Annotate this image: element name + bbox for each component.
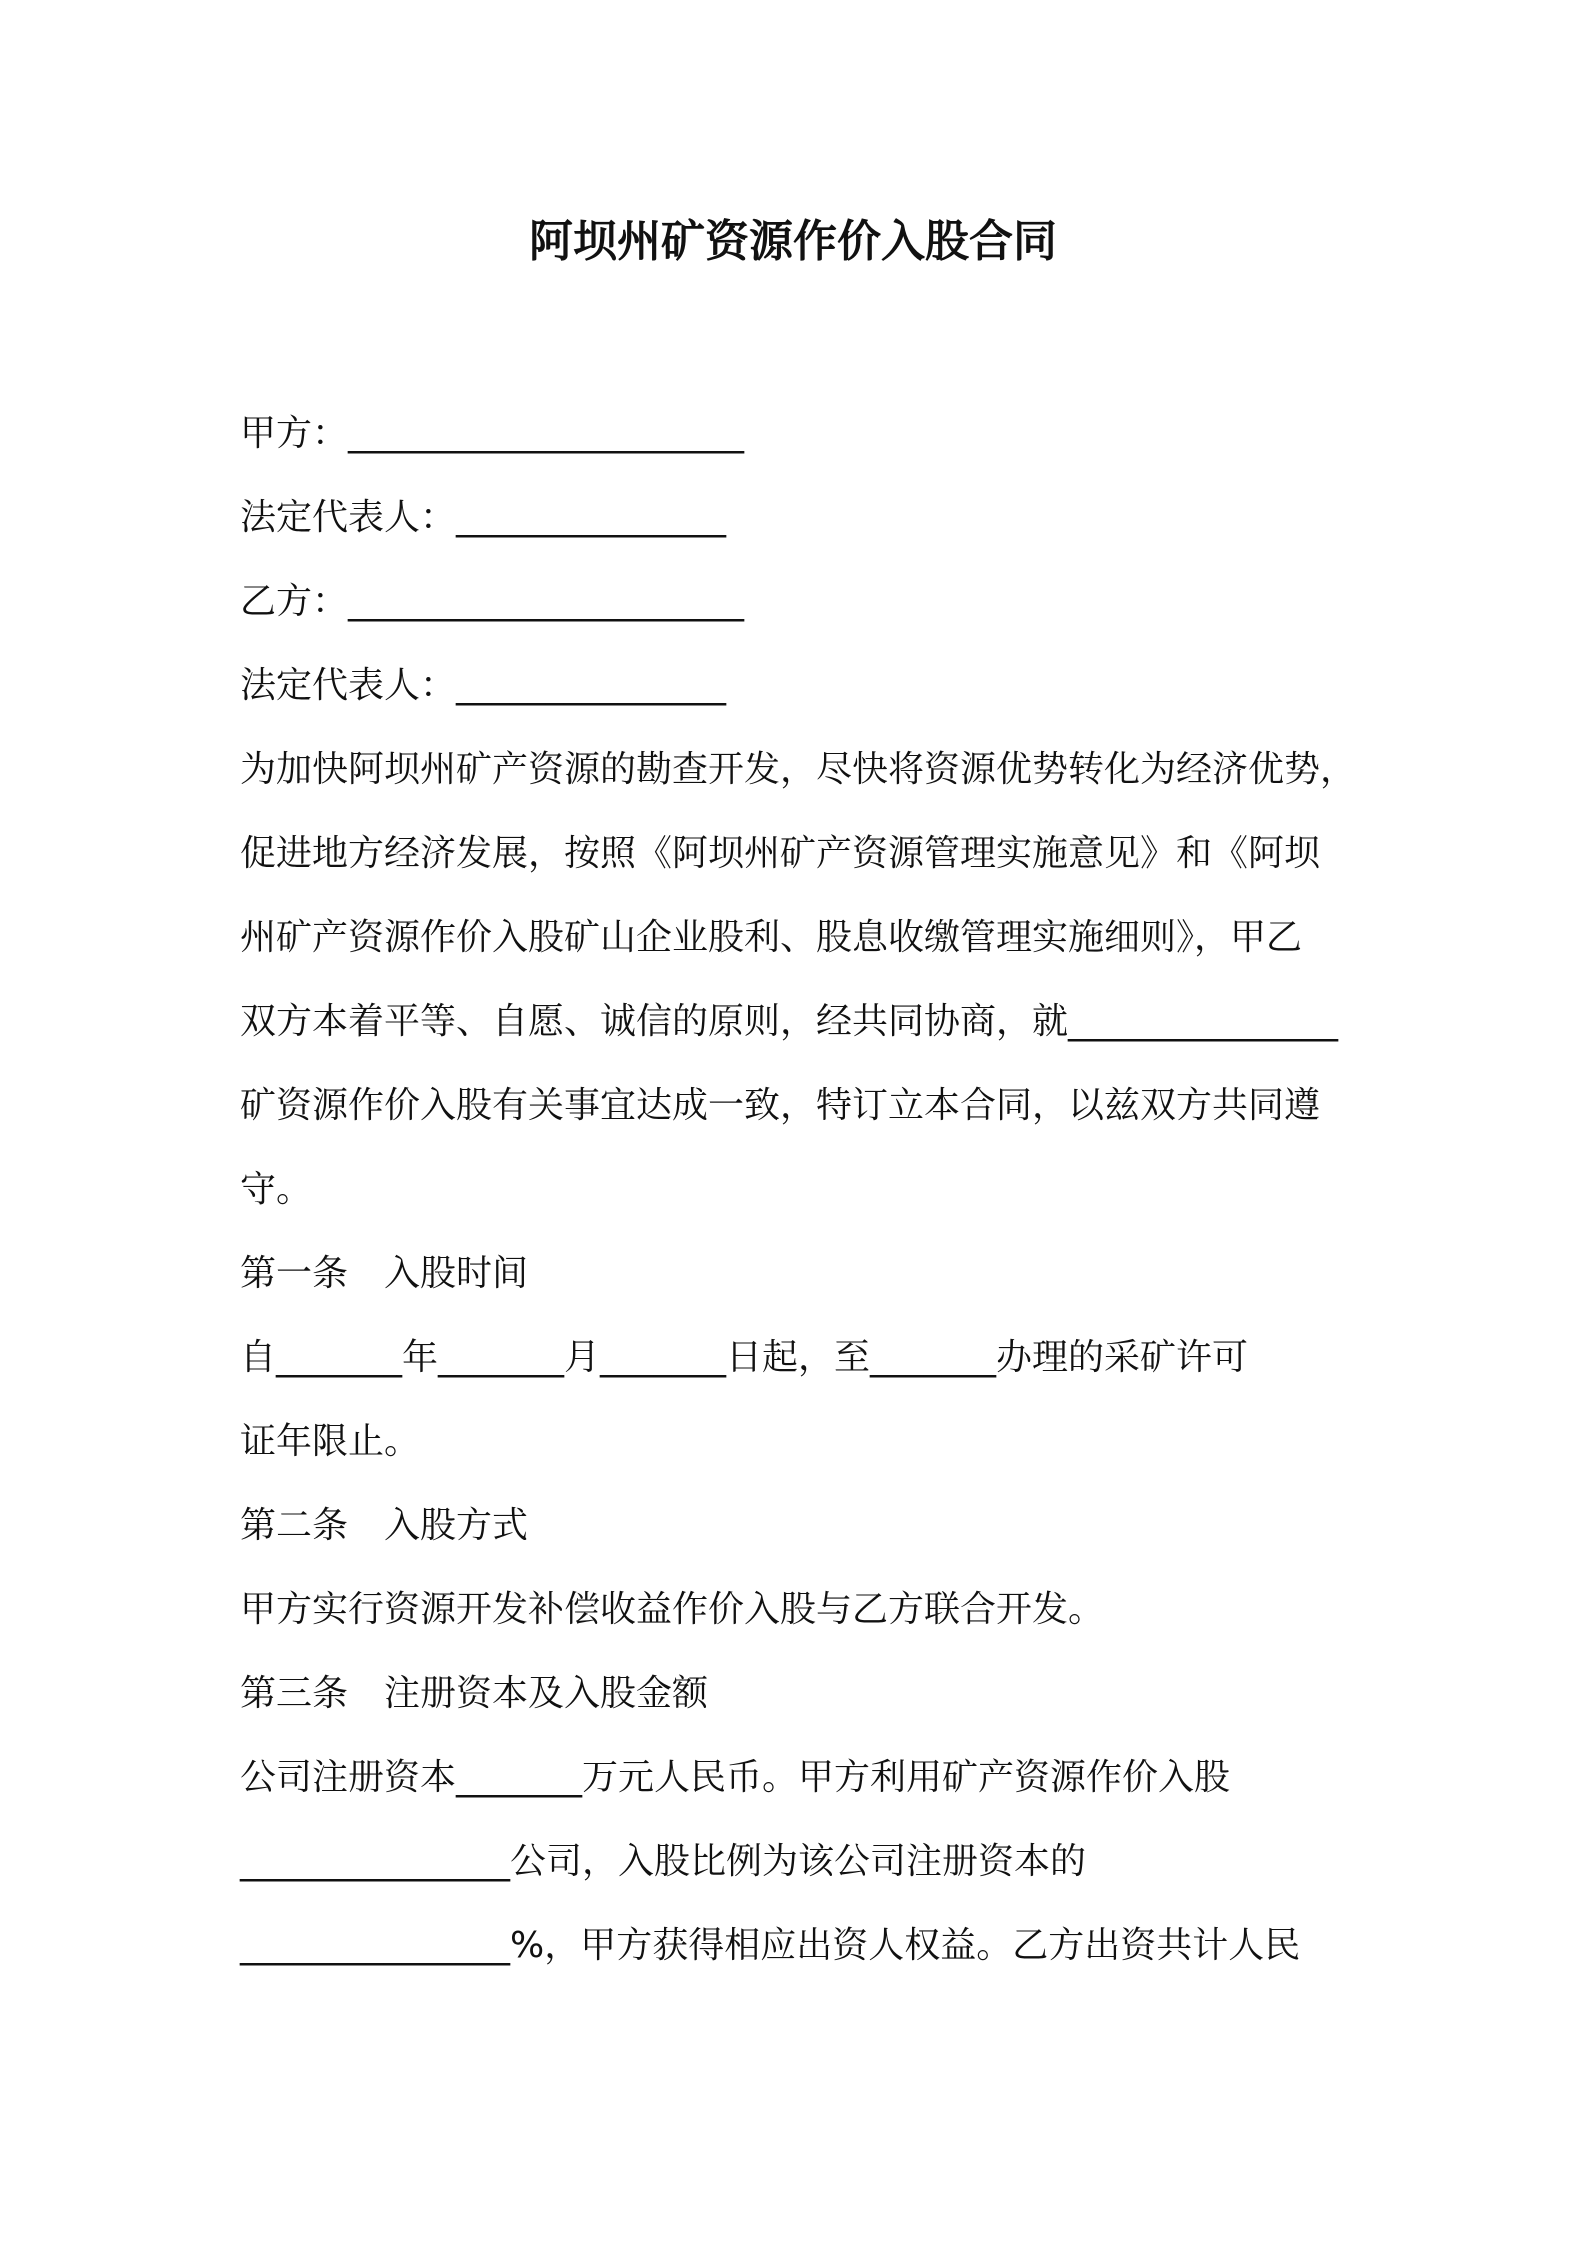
article-3-body-line: _______________公司，入股比例为该公司注册资本的 (240, 1841, 1087, 1882)
article-3-heading: 第三条 注册资本及入股金额 (240, 1673, 709, 1714)
preamble-line: 为加快阿坝州矿产资源的勘查开发，尽快将资源优势转化为经济优势， (240, 749, 1357, 790)
article-1-heading: 第一条 入股时间 (240, 1253, 529, 1294)
party-a-representative-line: 法定代表人：_______________ (240, 497, 727, 538)
document-title: 阿坝州矿资源作价入股合同 (529, 216, 1057, 267)
party-b-representative-line: 法定代表人：_______________ (240, 665, 727, 706)
article-3-body-line: 公司注册资本_______万元人民币。甲方利用矿产资源作价入股 (240, 1757, 1231, 1798)
party-a-line: 甲方：______________________ (240, 413, 745, 454)
article-1-body-line: 自_______年_______月_______日起，至_______办理的采矿许可 (240, 1337, 1249, 1378)
preamble-line: 双方本着平等、自愿、诚信的原则，经共同协商，就_______________ (240, 1001, 1339, 1042)
preamble-line: 州矿产资源作价入股矿山企业股利、股息收缴管理实施细则》，甲乙 (240, 917, 1303, 958)
preamble-line: 守。 (240, 1169, 313, 1210)
article-2-body-line: 甲方实行资源开发补偿收益作价入股与乙方联合开发。 (240, 1589, 1105, 1630)
article-1-body-line: 证年限止。 (240, 1421, 421, 1462)
article-3-body-line: _______________%，甲方获得相应出资人权益。乙方出资共计人民 (240, 1925, 1301, 1966)
preamble-line: 矿资源作价入股有关事宜达成一致，特订立本合同，以兹双方共同遵 (240, 1085, 1321, 1126)
preamble-line: 促进地方经济发展，按照《阿坝州矿产资源管理实施意见》和《阿坝 (240, 833, 1321, 874)
party-b-line: 乙方：______________________ (240, 581, 745, 622)
article-2-heading: 第二条 入股方式 (240, 1505, 529, 1546)
